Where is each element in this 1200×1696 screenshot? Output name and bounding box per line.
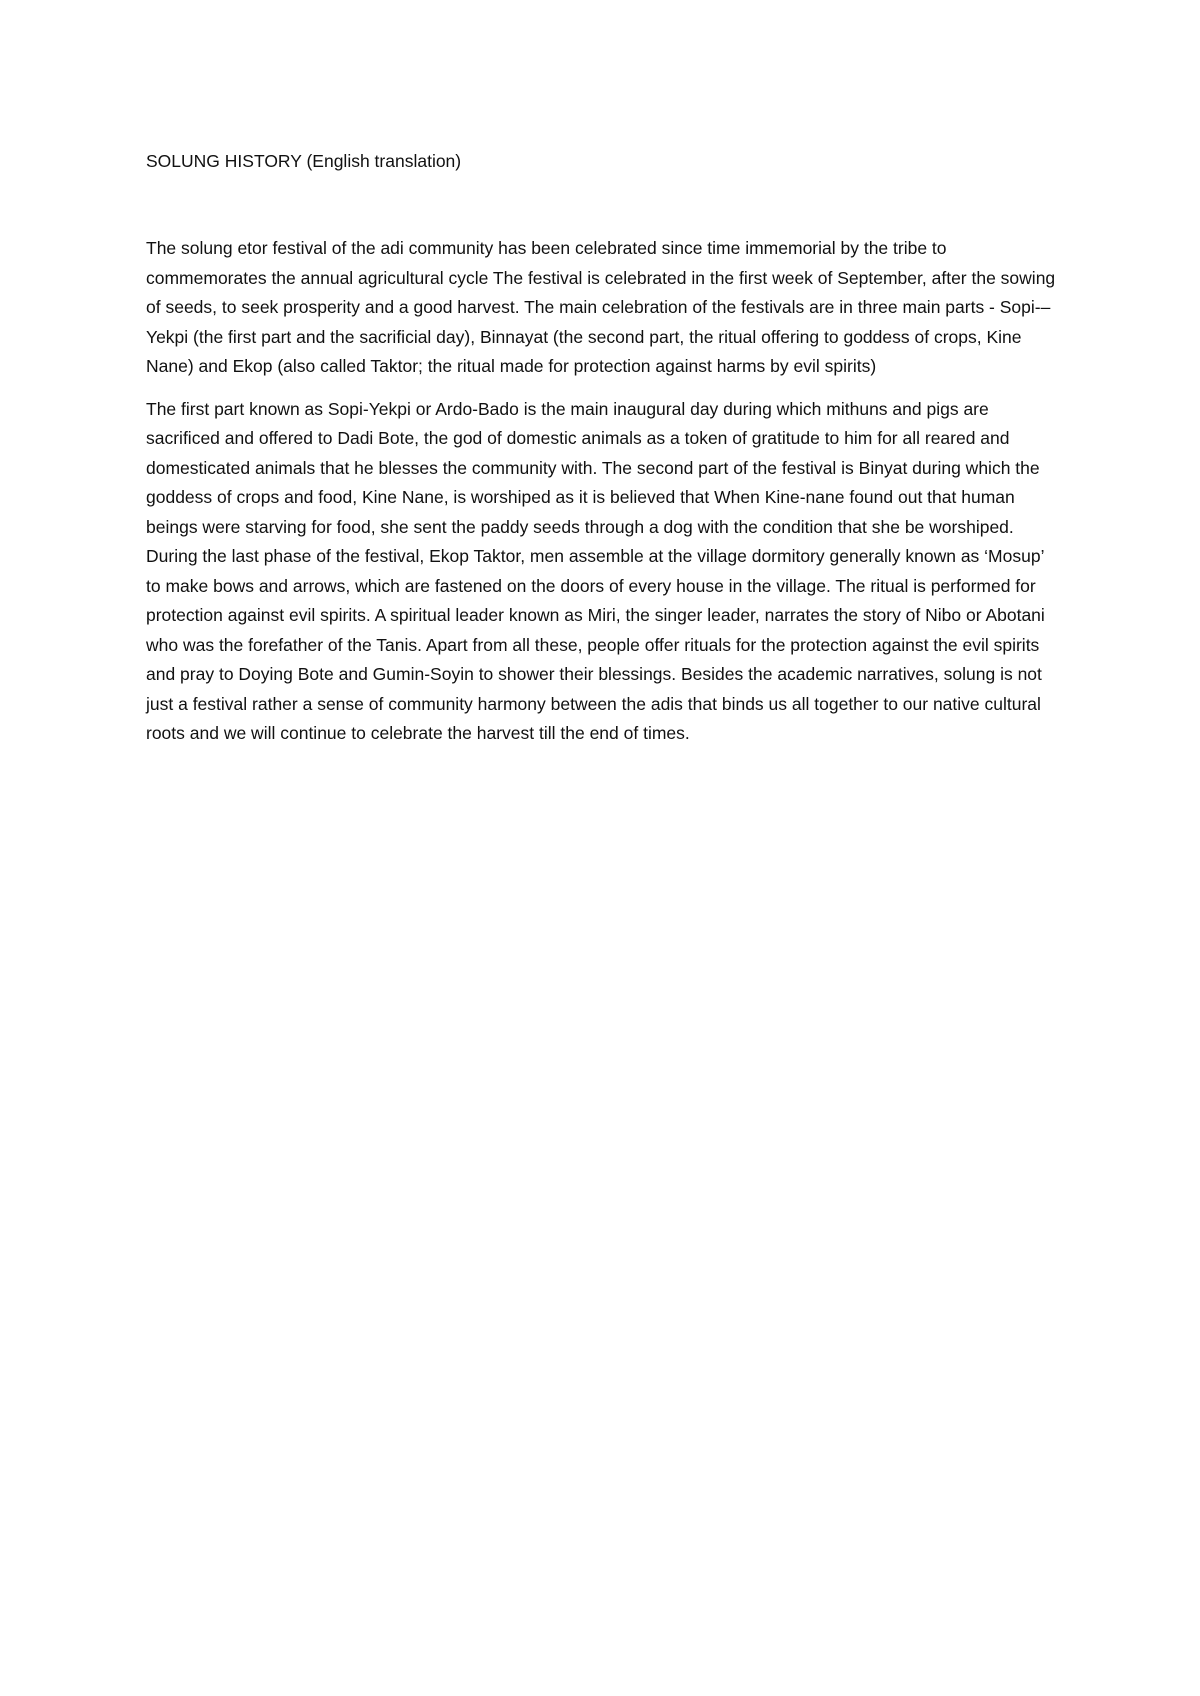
document-title: SOLUNG HISTORY (English translation) [146,151,462,171]
paragraph-festival-parts: The first part known as Sopi-Yekpi or Ardo-Bado is the main inaugural day during which mithuns and pigs are sacrificed and offered to Dadi Bote, the god of domestic animals as a token of gratitude to him for all reared and domesticated animals that he blesses the community with. The second part of the festival is Binyat during which the goddess of crops and food, Kine Nane, is worshiped as it is believed that When Kine-nane found out that human beings were starving for food, she sent the paddy seeds through a dog with the condition that she be worshiped. During the last phase of the festival, Ekop Taktor, men assemble at the village dormitory generally known as ‘Mosup’ to make bows and arrows, which are fastened on the doors of every house in the village. The ritual is performed for protection against evil spirits. A spiritual leader known as Miri, the singer leader, narrates the story of Nibo or Abotani who was the forefather of the Tanis. Apart from all these, people offer rituals for the protection against the evil spirits and pray to Doying Bote and Gumin-Soyin to shower their blessings. Besides the academic narratives, solung is not just a festival rather a sense of community harmony between the adis that binds us all together to our native cultural roots and we will continue to celebrate the harvest till the end of times. [146,398,1045,743]
paragraph-festival-overview: The solung etor festival of the adi community has been celebrated since time immemorial by the tribe to commemorates the annual agricultural cycle The festival is celebrated in the first week of September, after the sowing of seeds, to seek prosperity and a good harvest. The main celebration of the festivals are in three main parts - Sopi-–Yekpi (the first part and the sacrificial day), Binnayat (the second part, the ritual offering to goddess of crops, Kine Nane) and Ekop (also called Taktor; the ritual made for protection against harms by evil spirits) [146,238,1056,376]
document-body [146,146,1058,749]
